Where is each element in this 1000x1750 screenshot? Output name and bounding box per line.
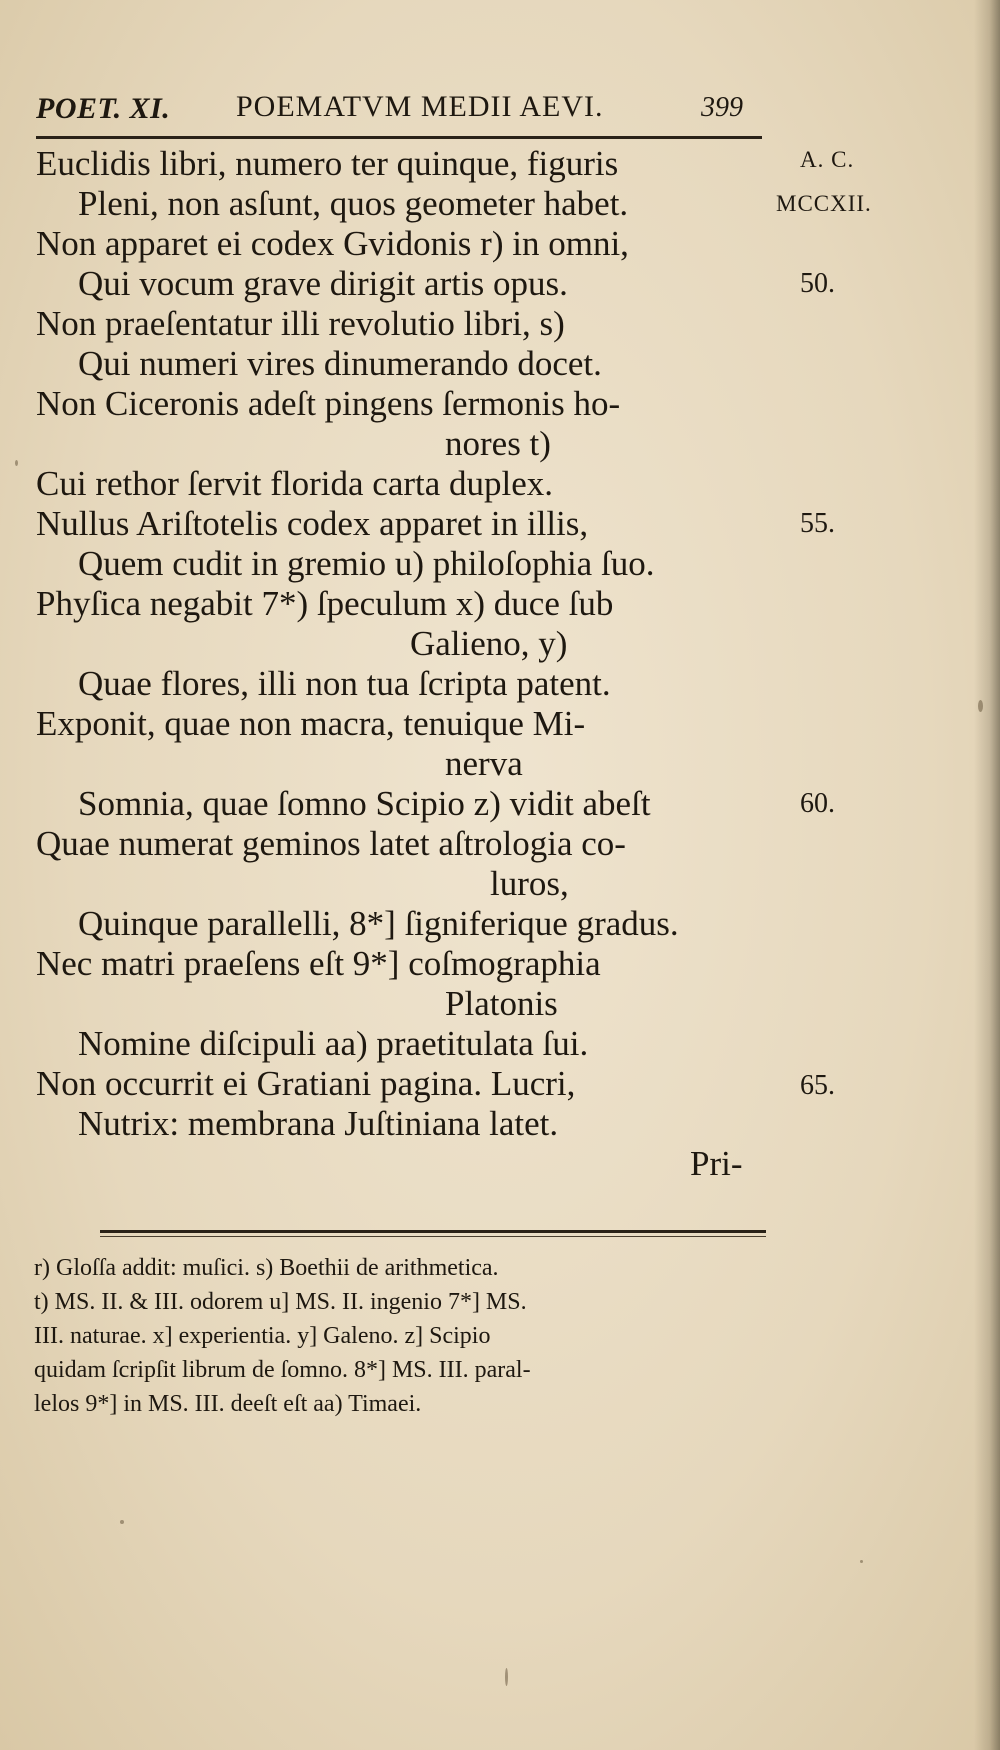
header-rule bbox=[36, 136, 762, 139]
page-edge-shadow bbox=[974, 0, 1000, 1750]
line-number: 50. bbox=[800, 268, 835, 299]
verse-line: Nomine diſcipuli aa) praetitulata ſui. bbox=[78, 1024, 589, 1063]
paper-speck bbox=[860, 1560, 863, 1563]
verse-line: Non Ciceronis adeſt pingens ſermonis ho- bbox=[36, 384, 621, 423]
verse-line: Phyſica negabit 7*) ſpeculum x) duce ſub bbox=[36, 584, 614, 623]
verse-line: Non apparet ei codex Gvidonis r) in omni, bbox=[36, 224, 629, 263]
running-header bbox=[36, 86, 766, 132]
verse-line: Cui rethor ſervit florida carta duplex. bbox=[36, 464, 554, 503]
verse-line-continuation: luros, bbox=[490, 864, 569, 903]
line-number: 65. bbox=[800, 1070, 835, 1101]
line-number: 55. bbox=[800, 508, 835, 539]
verse-line-continuation: nerva bbox=[445, 744, 523, 783]
footnote-rule-thin bbox=[100, 1236, 766, 1237]
verse-line: Nullus Ariſtotelis codex apparet in illis, bbox=[36, 504, 589, 543]
paper-speck bbox=[15, 460, 18, 466]
verse-line: Non occurrit ei Gratiani pagina. Lucri, bbox=[36, 1064, 576, 1103]
paper-speck bbox=[978, 700, 983, 712]
verse-line: Quae flores, illi non tua ſcripta patent. bbox=[78, 664, 611, 703]
paper-speck bbox=[505, 1668, 508, 1686]
verse-line-continuation: Platonis bbox=[445, 984, 558, 1023]
verse-line-continuation: nores t) bbox=[445, 424, 551, 463]
footnote-line: III. naturae. x] experientia. y] Galeno. z] Scipio bbox=[34, 1323, 491, 1349]
header-title: POEMATVM MEDII AEVI. bbox=[236, 90, 604, 123]
footnote-line: r) Gloſſa addit: muſici. s) Boethii de arithmetica. bbox=[34, 1255, 499, 1281]
verse-line: Quinque parallelli, 8*] ſigniferique gradus. bbox=[78, 904, 679, 943]
header-section: POET. XI. bbox=[36, 92, 171, 125]
footnote-line: t) MS. II. & III. odorem u] MS. II. ingenio 7*] MS. bbox=[34, 1289, 527, 1315]
paper-speck bbox=[120, 1520, 124, 1524]
margin-year: MCCXII. bbox=[776, 191, 872, 216]
verse-line: Pleni, non asſunt, quos geometer habet. bbox=[78, 184, 629, 223]
verse-line: Nutrix: membrana Juſtiniana latet. bbox=[78, 1104, 559, 1143]
verse-line: Nec matri praeſens eſt 9*] coſmographia bbox=[36, 944, 601, 983]
verse-line: Euclidis libri, numero ter quinque, figuris bbox=[36, 144, 619, 183]
verse-line: Qui numeri vires dinumerando docet. bbox=[78, 344, 602, 383]
verse-line: Quem cudit in gremio u) philoſophia ſuo. bbox=[78, 544, 655, 583]
footnote-rule bbox=[100, 1230, 766, 1233]
verse-line: Exponit, quae non macra, tenuique Mi- bbox=[36, 704, 586, 743]
footnote-line: quidam ſcripſit librum de ſomno. 8*] MS. III. paral- bbox=[34, 1357, 531, 1383]
page-number: 399 bbox=[701, 92, 743, 123]
line-number: 60. bbox=[800, 788, 835, 819]
verse-line: Qui vocum grave dirigit artis opus. bbox=[78, 264, 568, 303]
catchword: Pri- bbox=[690, 1144, 743, 1183]
footnote-line: lelos 9*] in MS. III. deeſt eſt aa) Timaei. bbox=[34, 1391, 422, 1417]
verse-line-continuation: Galieno, y) bbox=[410, 624, 568, 663]
verse-line: Quae numerat geminos latet aſtrologia co- bbox=[36, 824, 626, 863]
verse-line: Non praeſentatur illi revolutio libri, s) bbox=[36, 304, 565, 343]
margin-era: A. C. bbox=[800, 147, 855, 172]
verse-line: Somnia, quae ſomno Scipio z) vidit abeſt bbox=[78, 784, 651, 823]
